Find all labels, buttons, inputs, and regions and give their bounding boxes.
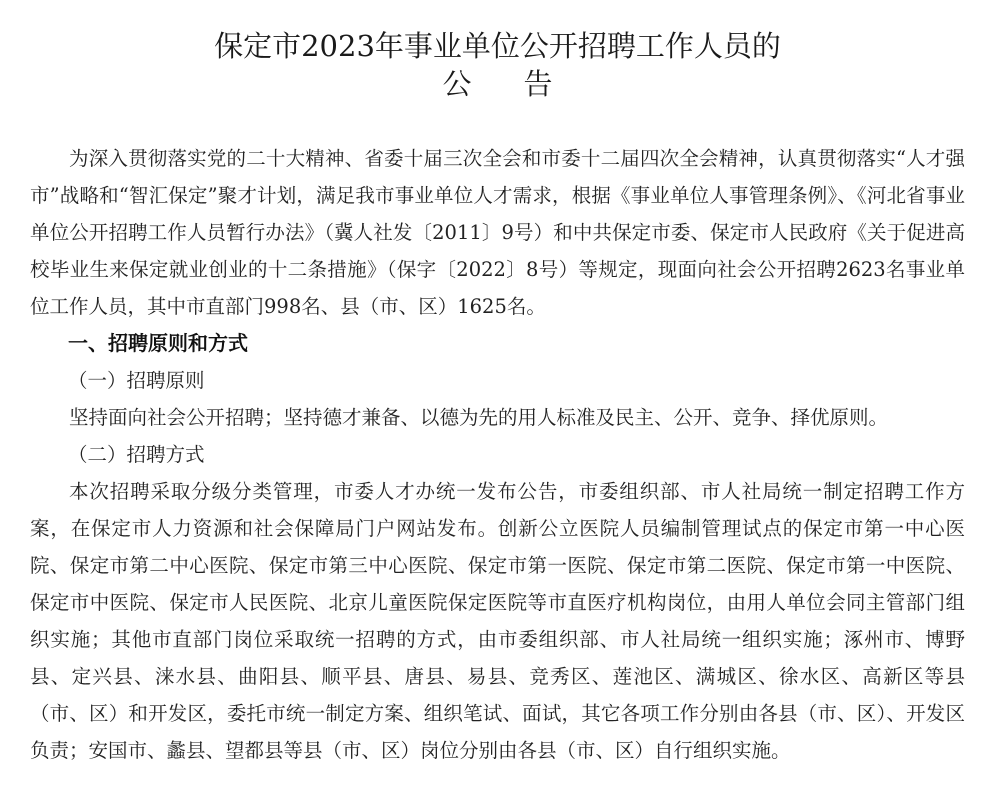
methods-paragraph: 本次招聘采取分级分类管理，市委人才办统一发布公告，市委组织部、市人社局统一制定招聘工作方案，在保定市人力资源和社会保障局门户网站发布。创新公立医院人员编制管理试点的保定市第一中心医院、保定市第二中心医院、保定市第三中心医院、保定市第一医院、保定市第二医院、保定市第一中医院、保定市中医院、保定市人民医院、北京儿童医院保定医院等市直医疗机构岗位，由用人单位会同主管部门组织实施；其他市直部门岗位采取统一招聘的方式，由市委组织部、市人社局统一组织实施；涿州市、博野县、定兴县、涞水县、曲阳县、顺平县、唐县、易县、竞秀区、莲池区、满城区、徐水区、高新区等县（市、区）和开发区，委托市统一制定方案、组织笔试、面试，其它各项工作分别由各县（市、区）、开发区负责；安国市、蠡县、望都县等县（市、区）岗位分别由各县（市、区）自行组织实施。 — [30, 480, 965, 762]
section-heading-recruitment-principles-methods: 一、招聘原则和方式 — [68, 331, 248, 355]
document-title: 保定市2023年事业单位公开招聘工作人员的 — [214, 29, 781, 63]
intro-paragraph: 为深入贯彻落实党的二十大精神、省委十届三次全会和市委十二届四次全会精神，认真贯彻落实“人才强市”战略和“智汇保定”聚才计划，满足我市事业单位人才需求，根据《事业单位人事管理条例》、《河北省事业单位公开招聘工作人员暂行办法》（冀人社发〔2011〕9号）和中共保定市委、保定市人民政府《关于促进高校毕业生来保定就业创业的十二条措施》（保字〔2022〕8号）等规定，现面向社会公开招聘2623名事业单位工作人员，其中市直部门998名、县（市、区）1625名。 — [30, 147, 965, 318]
subsection-heading-methods: （二）招聘方式 — [68, 443, 205, 466]
document-title-announcement: 公告 — [442, 67, 605, 101]
subsection-heading-principles: （一）招聘原则 — [68, 369, 205, 392]
principles-paragraph: 坚持面向社会公开招聘；坚持德才兼备、以德为先的用人标准及民主、公开、竞争、择优原则。 — [69, 406, 889, 429]
